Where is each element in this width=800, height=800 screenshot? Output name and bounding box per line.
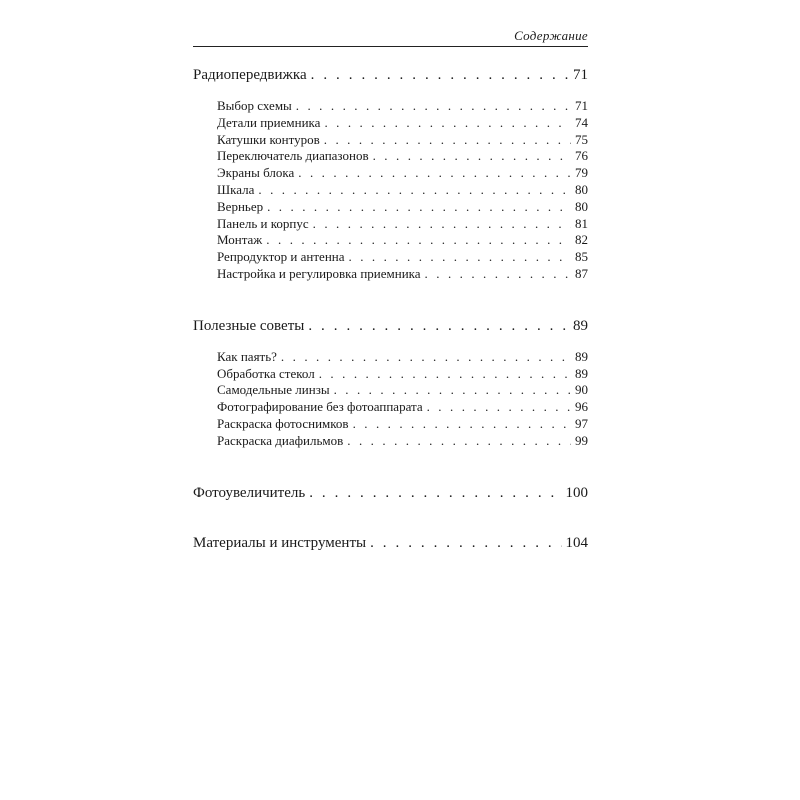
toc-page-number: 99: [575, 432, 588, 448]
toc-subsection-title: Как паять?: [217, 348, 277, 364]
dot-leader: [334, 382, 571, 399]
toc-subsection-title: Катушки контуров: [217, 131, 320, 147]
toc-subsection-title: Раскраска диафильмов: [217, 432, 344, 448]
toc-subsection-title: Самодельные линзы: [217, 382, 330, 398]
book-page: [193, 28, 588, 553]
dot-leader: [266, 232, 571, 249]
toc-subsection-title: Монтаж: [217, 232, 263, 248]
dot-leader: [425, 266, 571, 283]
toc-subsection-title: Экраны блока: [217, 165, 295, 181]
toc: [193, 65, 588, 553]
toc-subsection-title: Выбор схемы: [217, 98, 292, 113]
toc-section-title: Радиопередвижка: [193, 67, 307, 83]
toc-subsection-entry[interactable]: [217, 349, 588, 366]
dot-leader: [281, 349, 571, 366]
dot-leader: [308, 316, 569, 336]
dot-leader: [267, 199, 571, 216]
toc-section-title: Материалы и инструменты: [193, 534, 367, 551]
toc-page-number: 80: [575, 198, 588, 214]
section-spacer: [193, 503, 588, 533]
dot-leader: [298, 165, 571, 182]
toc-subsection-entry[interactable]: [217, 98, 588, 115]
toc-section-entry[interactable]: [193, 316, 588, 336]
dot-leader: [296, 98, 571, 115]
toc-section-entry[interactable]: [193, 65, 588, 85]
toc-page-number: 96: [575, 399, 588, 415]
dot-leader: [313, 216, 571, 233]
toc-subsection-entry[interactable]: [217, 115, 588, 132]
dot-leader: [309, 483, 561, 503]
toc-subsection-entry[interactable]: [217, 182, 588, 199]
toc-subsection-list: [193, 349, 588, 450]
toc-page-number: 71: [573, 67, 588, 83]
toc-page-number: 82: [575, 232, 588, 248]
dot-leader: [258, 182, 571, 199]
toc-subsection-title: Репродуктор и антенна: [217, 249, 345, 265]
toc-subsection-entry[interactable]: [217, 199, 588, 216]
toc-page-number: 89: [575, 348, 588, 364]
dot-leader: [347, 433, 571, 450]
toc-page-number: 100: [565, 484, 588, 501]
toc-page-number: 97: [575, 415, 588, 431]
toc-subsection-entry[interactable]: [217, 433, 588, 450]
dot-leader: [311, 65, 569, 85]
toc-section-title: Полезные советы: [193, 317, 305, 334]
toc-subsection-title: Верньер: [217, 198, 264, 214]
dot-leader: [353, 416, 571, 433]
toc-page-number: 81: [575, 215, 588, 231]
dot-leader: [349, 249, 572, 266]
toc-subsection-entry[interactable]: [217, 232, 588, 249]
toc-subsection-title: Детали приемника: [217, 114, 321, 130]
toc-subsection-entry[interactable]: [217, 249, 588, 266]
toc-page-number: 80: [575, 181, 588, 197]
toc-page-number: 75: [575, 131, 588, 147]
toc-subsection-entry[interactable]: [217, 216, 588, 233]
toc-page-number: 71: [575, 98, 588, 113]
toc-subsection-list: [193, 98, 588, 283]
toc-page-number: 90: [575, 382, 588, 398]
toc-section-entry[interactable]: [193, 483, 588, 503]
dot-leader: [319, 366, 571, 383]
toc-page-number: 89: [573, 317, 588, 334]
toc-section-title: Фотоувеличитель: [193, 484, 306, 501]
toc-page-number: 74: [575, 114, 588, 130]
toc-subsection-title: Шкала: [217, 181, 255, 197]
toc-subsection-title: Настройка и регулировка приемника: [217, 265, 421, 281]
dot-leader: [373, 148, 571, 165]
toc-subsection-title: Панель и корпус: [217, 215, 309, 231]
toc-subsection-entry[interactable]: [217, 165, 588, 182]
running-head: Содержание: [514, 28, 588, 43]
toc-page-number: 87: [575, 265, 588, 281]
toc-subsection-entry[interactable]: [217, 132, 588, 149]
toc-subsection-title: Фотографирование без фотоаппарата: [217, 399, 423, 415]
toc-subsection-title: Обработка стекол: [217, 365, 315, 381]
toc-page-number: 76: [575, 148, 588, 164]
toc-page-number: 104: [565, 534, 588, 551]
toc-page-number: 85: [575, 249, 588, 265]
toc-subsection-entry[interactable]: [217, 366, 588, 383]
dot-leader: [370, 533, 561, 553]
toc-subsection-title: Переключатель диапазонов: [217, 148, 369, 164]
toc-subsection-entry[interactable]: [217, 416, 588, 433]
toc-subsection-entry[interactable]: [217, 382, 588, 399]
dot-leader: [324, 115, 571, 132]
dot-leader: [427, 399, 571, 416]
toc-page-number: 79: [575, 165, 588, 181]
toc-subsection-entry[interactable]: [217, 266, 588, 283]
toc-subsection-entry[interactable]: [217, 148, 588, 165]
toc-subsection-title: Раскраска фотоснимков: [217, 415, 349, 431]
toc-subsection-entry[interactable]: [217, 399, 588, 416]
toc-section-entry[interactable]: [193, 533, 588, 553]
dot-leader: [324, 132, 571, 149]
header-rule: [193, 46, 588, 47]
toc-page-number: 89: [575, 365, 588, 381]
